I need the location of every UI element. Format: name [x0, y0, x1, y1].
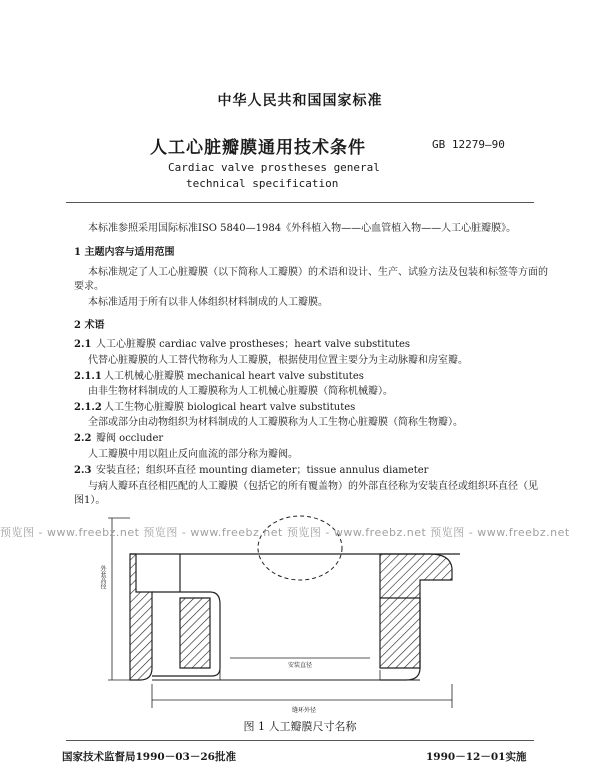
left-housing-section: [130, 554, 152, 680]
english-title-line-1: Cardiac valve prostheses general: [168, 161, 380, 174]
title-divider: [66, 202, 534, 203]
height-label: 外套高径: [99, 565, 106, 589]
term-2-2-title: 瓣阀 occluder: [96, 433, 164, 444]
term-2-1-title: 人工心脏瓣膜 cardiac valve prostheses；heart valve substitutes: [96, 339, 411, 350]
section-1-heading: 1 主题内容与适用范围: [74, 247, 175, 258]
mounting-diameter-label: 安装直径: [288, 662, 313, 669]
term-2-1-definition: 代替心脏瓣膜的人工替代物称为人工瓣膜，根据使用位置主要分为主动脉瓣和房室瓣。: [88, 355, 468, 366]
section-1-paragraph-2: 本标准适用于所有以非人体组织材料制成的人工瓣膜。: [88, 297, 328, 308]
standard-header: 中华人民共和国国家标准: [217, 93, 383, 109]
term-2-1-1-number: 2.1.1: [74, 371, 102, 382]
intro-paragraph: 本标准参照采用国际标准ISO 5840—1984《外科植入物——心血管植入物——人工心脏瓣膜》。: [88, 223, 517, 234]
section-1-paragraph-1: 本标准规定了人工心脏瓣膜（以下简称人工瓣膜）的术语和设计、生产、试验方法及包装和标签等方面的要求。: [74, 267, 548, 292]
term-2-3-number: 2.3: [74, 465, 92, 476]
english-title-line-2: technical specification: [186, 177, 339, 190]
footer-divider: [66, 740, 534, 741]
section-2-heading: 2 术语: [74, 320, 105, 331]
term-2-1-2-number: 2.1.2: [74, 402, 102, 413]
term-2-1-number: 2.1: [74, 339, 92, 350]
term-2-3-definition: 与病人瓣环直径相匹配的人工瓣膜（包括它的所有覆盖物）的外部直径称为安装直径或组织环直径（见图1）。: [74, 481, 538, 506]
standard-code: GB 12279—90: [432, 138, 505, 151]
term-2-1-2-definition: 全部或部分由动物组织为材料制成的人工瓣膜称为人工生物心脏瓣膜（简称生物瓣）。: [88, 417, 463, 428]
ring-outer-diameter-label: 缝环外径: [292, 707, 317, 714]
term-2-1-1-title: 人工机械心脏瓣膜 mechanical heart valve substitutes: [104, 371, 364, 382]
effective-date: 1990－12－01实施: [426, 751, 527, 763]
watermark: 预览图 - www.freebz.net 预览图 - www.freebz.net 预览图 - www.freebz.net 预览图 - www.freebz.net: [0, 526, 570, 539]
right-housing-section: [380, 554, 452, 668]
term-2-1-1-definition: 由非生物材料制成的人工瓣膜称为人工机械心脏瓣膜（简称机械瓣）。: [88, 386, 393, 397]
figure-caption: 图 1 人工瓣膜尺寸名称: [243, 720, 357, 733]
approval-date: 国家技术监督局1990－03－26批准: [62, 751, 236, 763]
page-title: 人工心脏瓣膜通用技术条件: [150, 138, 366, 158]
term-2-2-number: 2.2: [74, 433, 92, 444]
term-2-2-definition: 人工瓣膜中用以阻止反向血流的部分称为瓣阀。: [88, 449, 298, 460]
left-sewing-ring: [180, 554, 210, 668]
term-2-3-title: 安装直径；组织环直径 mounting diameter；tissue annulus diameter: [96, 465, 429, 476]
term-2-1-2-title: 人工生物心脏瓣膜 biological heart valve substitutes: [104, 402, 356, 413]
